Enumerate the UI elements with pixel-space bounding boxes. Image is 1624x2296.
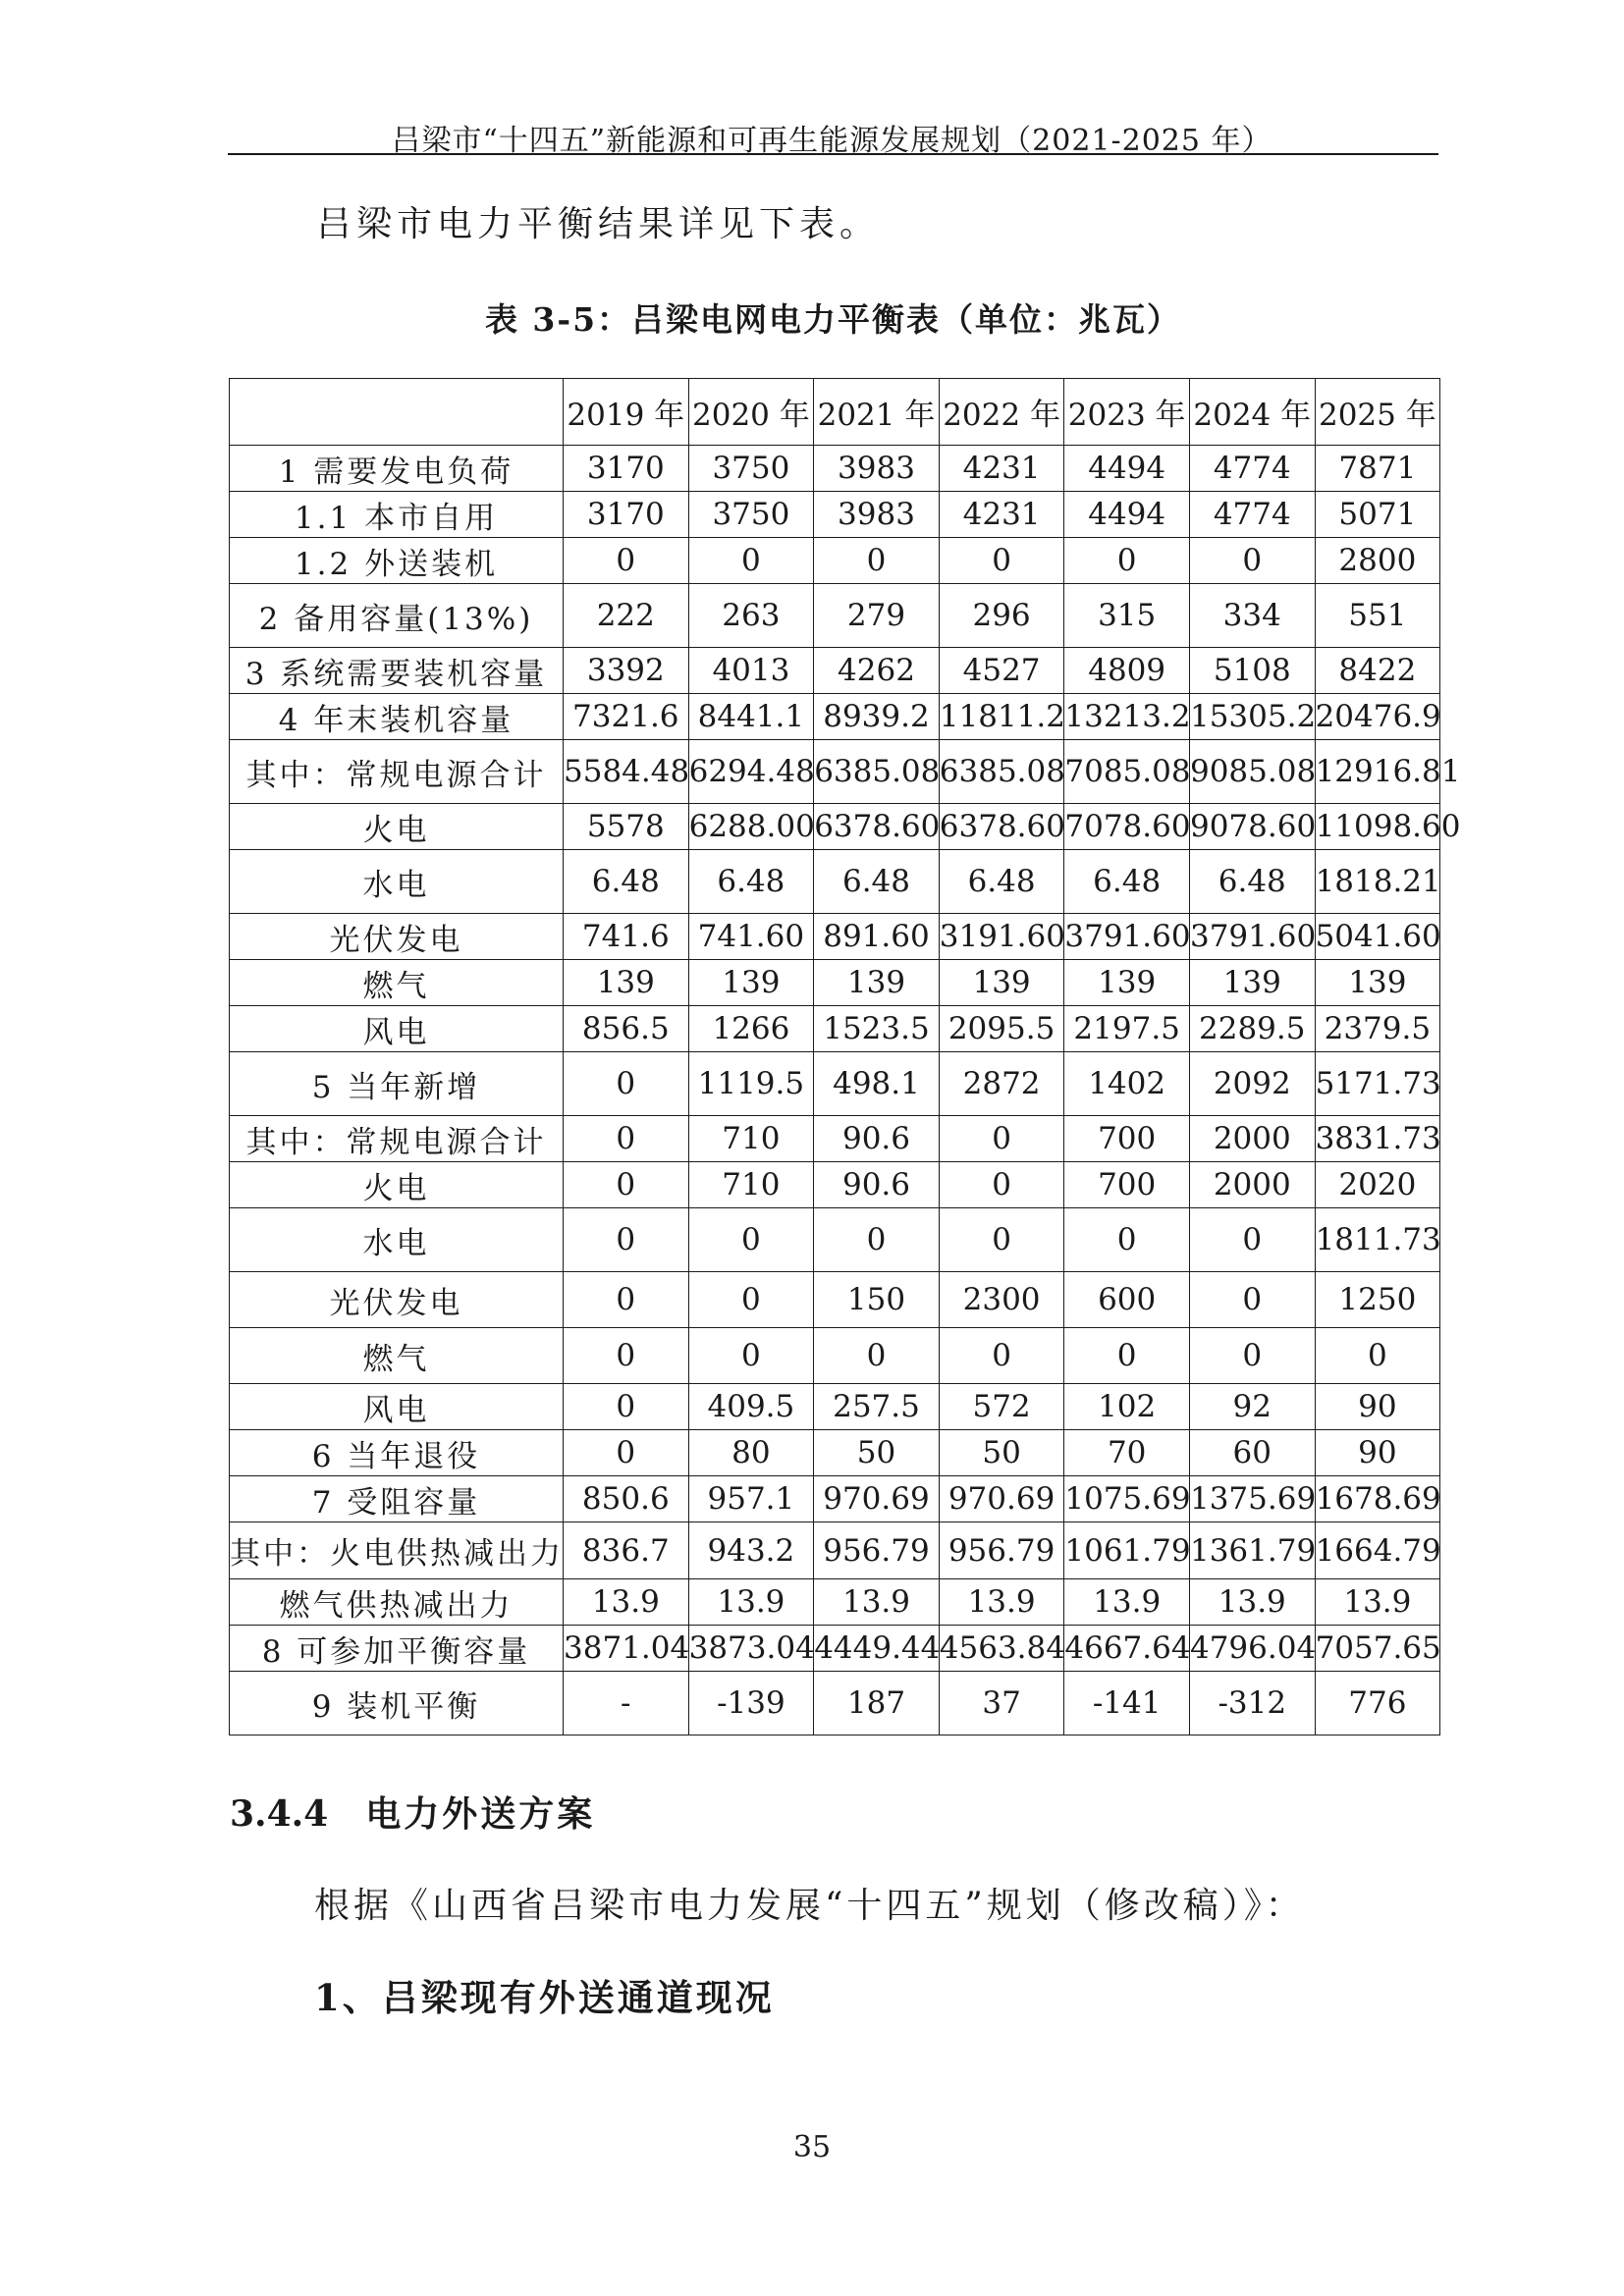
table-cell: 3750 — [688, 492, 814, 538]
running-header: 吕梁市“十四五”新能源和可再生能源发展规划（2021-2025 年） — [391, 124, 1272, 158]
table-cell: 139 — [564, 960, 689, 1006]
table-cell: 13.9 — [1315, 1579, 1440, 1626]
row-label: 燃气供热减出力 — [230, 1579, 564, 1626]
table-cell: 7321.6 — [564, 694, 689, 740]
table-cell: 6.48 — [1189, 850, 1315, 914]
row-label: 火电 — [230, 1162, 564, 1208]
table-cell: 90 — [1315, 1430, 1440, 1476]
table-row — [230, 446, 1440, 492]
table-cell: 139 — [688, 960, 814, 1006]
table-cell: 6378.60 — [939, 804, 1064, 850]
table-cell: 957.1 — [688, 1476, 814, 1522]
table-cell: 6385.08 — [814, 740, 940, 804]
table-cell: 6.48 — [688, 850, 814, 914]
table-cell: 8939.2 — [814, 694, 940, 740]
table-cell: 1678.69 — [1315, 1476, 1440, 1522]
table-cell: 13213.2 — [1064, 694, 1190, 740]
table-cell: 50 — [939, 1430, 1064, 1476]
table-cell: 1361.79 — [1189, 1522, 1315, 1579]
row-label: 9 装机平衡 — [230, 1672, 564, 1735]
table-cell: 6.48 — [564, 850, 689, 914]
table-cell: 0 — [564, 1272, 689, 1328]
table-cell: 5041.60 — [1315, 914, 1440, 960]
table-cell: 0 — [939, 538, 1064, 584]
table-cell: - — [564, 1672, 689, 1735]
table-cell: 90 — [1315, 1384, 1440, 1430]
table-cell: -139 — [688, 1672, 814, 1735]
table-cell: 700 — [1064, 1162, 1190, 1208]
row-label: 燃气 — [230, 1328, 564, 1384]
table-cell: 0 — [1189, 1272, 1315, 1328]
table-row — [230, 492, 1440, 538]
table-cell: 80 — [688, 1430, 814, 1476]
table-cell: 741.60 — [688, 914, 814, 960]
table-cell: 856.5 — [564, 1006, 689, 1052]
table-cell: 92 — [1189, 1384, 1315, 1430]
row-label: 其中：常规电源合计 — [230, 1116, 564, 1162]
table-cell: 15305.2 — [1189, 694, 1315, 740]
row-label: 风电 — [230, 1384, 564, 1430]
row-label: 4 年末装机容量 — [230, 694, 564, 740]
table-cell: 315 — [1064, 584, 1190, 648]
row-label: 7 受阻容量 — [230, 1476, 564, 1522]
row-label: 3 系统需要装机容量 — [230, 648, 564, 694]
table-cell: 257.5 — [814, 1384, 940, 1430]
table-cell: 13.9 — [1189, 1579, 1315, 1626]
table-row — [230, 804, 1440, 850]
table-cell: 776 — [1315, 1672, 1440, 1735]
table-cell: 3392 — [564, 648, 689, 694]
table-row — [230, 1208, 1440, 1272]
table-cell: 20476.9 — [1315, 694, 1440, 740]
table-cell: 1818.21 — [1315, 850, 1440, 914]
table-cell: 5584.48 — [564, 740, 689, 804]
table-cell: 2800 — [1315, 538, 1440, 584]
table-cell: 0 — [939, 1162, 1064, 1208]
row-label: 燃气 — [230, 960, 564, 1006]
table-cell: 0 — [939, 1328, 1064, 1384]
table-cell: 956.79 — [814, 1522, 940, 1579]
table-cell: 1664.79 — [1315, 1522, 1440, 1579]
section-heading — [230, 1787, 595, 1837]
table-cell: 0 — [1189, 1328, 1315, 1384]
table-body — [230, 446, 1461, 1735]
table-cell: 600 — [1064, 1272, 1190, 1328]
table-cell: 1119.5 — [688, 1052, 814, 1116]
table-cell: 0 — [1064, 1208, 1190, 1272]
column-header: 2020 年 — [688, 379, 814, 446]
table-cell: 6.48 — [939, 850, 1064, 914]
row-label: 6 当年退役 — [230, 1430, 564, 1476]
row-label: 风电 — [230, 1006, 564, 1052]
table-cell: 4527 — [939, 648, 1064, 694]
table-row — [230, 584, 1440, 648]
table-cell: 0 — [688, 538, 814, 584]
table-cell: 102 — [1064, 1384, 1190, 1430]
table-cell: 139 — [814, 960, 940, 1006]
table-cell: 6294.48 — [688, 740, 814, 804]
row-label: 8 可参加平衡容量 — [230, 1626, 564, 1672]
table-cell: 139 — [1189, 960, 1315, 1006]
table-row — [230, 648, 1440, 694]
table-cell: 2000 — [1189, 1116, 1315, 1162]
table-row — [230, 1116, 1440, 1162]
table-cell: 710 — [688, 1162, 814, 1208]
row-label: 1 需要发电负荷 — [230, 446, 564, 492]
table-cell: 1375.69 — [1189, 1476, 1315, 1522]
table-cell: 2300 — [939, 1272, 1064, 1328]
table-cell: 0 — [564, 1430, 689, 1476]
table-cell: 551 — [1315, 584, 1440, 648]
table-cell: 1402 — [1064, 1052, 1190, 1116]
table-cell: 12916.81 — [1315, 740, 1440, 804]
table-cell: 2020 — [1315, 1162, 1440, 1208]
table-cell: 0 — [814, 1208, 940, 1272]
subheading: 1、吕梁现有外送通道现况 — [314, 1976, 775, 2019]
table-cell: 4013 — [688, 648, 814, 694]
table-cell: 2379.5 — [1315, 1006, 1440, 1052]
table-cell: 70 — [1064, 1430, 1190, 1476]
row-label: 2 备用容量(13%) — [230, 584, 564, 648]
table-cell: 3871.04 — [564, 1626, 689, 1672]
table-cell: 5071 — [1315, 492, 1440, 538]
table-row — [230, 960, 1440, 1006]
table-cell: 1075.69 — [1064, 1476, 1190, 1522]
table-row — [230, 850, 1440, 914]
table-cell: 0 — [1064, 538, 1190, 584]
section-title: 电力外送方案 — [365, 1793, 596, 1835]
table-cell: 139 — [1315, 960, 1440, 1006]
table-cell: 498.1 — [814, 1052, 940, 1116]
row-label: 火电 — [230, 804, 564, 850]
table-cell: 222 — [564, 584, 689, 648]
table-cell: 0 — [939, 1208, 1064, 1272]
table-cell: 0 — [564, 538, 689, 584]
table-cell: 139 — [1064, 960, 1190, 1006]
table-cell: 3750 — [688, 446, 814, 492]
table-cell: 4231 — [939, 446, 1064, 492]
column-header: 2019 年 — [564, 379, 689, 446]
table-cell: 0 — [564, 1328, 689, 1384]
table-row — [230, 1626, 1440, 1672]
table-cell: 13.9 — [688, 1579, 814, 1626]
table-cell: 0 — [688, 1208, 814, 1272]
table-cell: 1523.5 — [814, 1006, 940, 1052]
table-cell: 3983 — [814, 492, 940, 538]
table-cell: 6385.08 — [939, 740, 1064, 804]
table-cell: 11811.2 — [939, 694, 1064, 740]
table-cell: 970.69 — [814, 1476, 940, 1522]
section-number: 3.4.4 — [230, 1793, 329, 1835]
table-cell: 0 — [564, 1162, 689, 1208]
table-cell: 7078.60 — [1064, 804, 1190, 850]
table-row — [230, 1006, 1440, 1052]
header-divider — [228, 153, 1438, 155]
table-cell: 4494 — [1064, 446, 1190, 492]
table-cell: 850.6 — [564, 1476, 689, 1522]
table-cell: 1061.79 — [1064, 1522, 1190, 1579]
table-row — [230, 914, 1440, 960]
table-cell: 943.2 — [688, 1522, 814, 1579]
table-row — [230, 1052, 1440, 1116]
table-cell: 150 — [814, 1272, 940, 1328]
table-cell: 3191.60 — [939, 914, 1064, 960]
table-cell: 1250 — [1315, 1272, 1440, 1328]
table-cell: 6288.00 — [688, 804, 814, 850]
table-cell: 0 — [564, 1052, 689, 1116]
table-cell: 0 — [939, 1116, 1064, 1162]
table-cell: 187 — [814, 1672, 940, 1735]
power-balance-table — [229, 378, 1461, 1735]
table-cell: 7085.08 — [1064, 740, 1190, 804]
table-cell: 279 — [814, 584, 940, 648]
table-cell: 0 — [1189, 538, 1315, 584]
row-label: 水电 — [230, 1208, 564, 1272]
table-cell: 1266 — [688, 1006, 814, 1052]
table-cell: 13.9 — [564, 1579, 689, 1626]
table-cell: 891.60 — [814, 914, 940, 960]
table-cell: 0 — [814, 1328, 940, 1384]
table-row — [230, 1476, 1440, 1522]
row-label: 光伏发电 — [230, 914, 564, 960]
table-cell: 296 — [939, 584, 1064, 648]
table-cell: 13.9 — [1064, 1579, 1190, 1626]
table-cell: 139 — [939, 960, 1064, 1006]
table-cell: 700 — [1064, 1116, 1190, 1162]
table-cell: 4667.64 — [1064, 1626, 1190, 1672]
table-cell: 4809 — [1064, 648, 1190, 694]
table-row — [230, 1522, 1440, 1579]
table-row — [230, 1162, 1440, 1208]
table-cell: 0 — [564, 1116, 689, 1162]
table-row — [230, 1430, 1440, 1476]
table-cell: 8441.1 — [688, 694, 814, 740]
table-cell: 90.6 — [814, 1162, 940, 1208]
table-cell: 4774 — [1189, 446, 1315, 492]
table-cell: 0 — [688, 1328, 814, 1384]
table-cell: 0 — [814, 538, 940, 584]
table-cell: 3983 — [814, 446, 940, 492]
table-cell: 263 — [688, 584, 814, 648]
table-cell: 2197.5 — [1064, 1006, 1190, 1052]
table-cell: 2095.5 — [939, 1006, 1064, 1052]
table-row — [230, 1384, 1440, 1430]
table-row — [230, 694, 1440, 740]
table-row — [230, 740, 1440, 804]
table-cell: 6378.60 — [814, 804, 940, 850]
table-cell: 0 — [1189, 1208, 1315, 1272]
table-cell: 0 — [688, 1272, 814, 1328]
row-label: 水电 — [230, 850, 564, 914]
table-cell: 7057.65 — [1315, 1626, 1440, 1672]
column-header — [230, 379, 564, 446]
table-cell: 409.5 — [688, 1384, 814, 1430]
table-cell: 11098.60 — [1315, 804, 1440, 850]
table-header-row — [230, 379, 1440, 446]
table-cell: 3170 — [564, 446, 689, 492]
column-header: 2023 年 — [1064, 379, 1190, 446]
table-cell: 2092 — [1189, 1052, 1315, 1116]
column-header: 2024 年 — [1189, 379, 1315, 446]
table-cell: 3873.04 — [688, 1626, 814, 1672]
table-cell: 3791.60 — [1189, 914, 1315, 960]
table-cell: 710 — [688, 1116, 814, 1162]
table-cell: 741.6 — [564, 914, 689, 960]
table-row — [230, 538, 1440, 584]
table-cell: 956.79 — [939, 1522, 1064, 1579]
table-cell: 5108 — [1189, 648, 1315, 694]
table-cell: -312 — [1189, 1672, 1315, 1735]
table-cell: 2000 — [1189, 1162, 1315, 1208]
table-row — [230, 1672, 1440, 1735]
column-header: 2021 年 — [814, 379, 940, 446]
table-cell: 7871 — [1315, 446, 1440, 492]
table-row — [230, 1579, 1440, 1626]
row-label: 其中：火电供热减出力 — [230, 1522, 564, 1579]
table-cell: 0 — [564, 1208, 689, 1272]
table-cell: 60 — [1189, 1430, 1315, 1476]
column-header: 2025 年 — [1315, 379, 1440, 446]
table-cell: 3791.60 — [1064, 914, 1190, 960]
table-cell: 37 — [939, 1672, 1064, 1735]
table-cell: 4449.44 — [814, 1626, 940, 1672]
body-paragraph: 根据《山西省吕梁市电力发展“十四五”规划（修改稿）》： — [314, 1886, 1305, 1926]
table-cell: 9085.08 — [1189, 740, 1315, 804]
table-cell: 3170 — [564, 492, 689, 538]
row-label: 1.1 本市自用 — [230, 492, 564, 538]
table-cell: 4563.84 — [939, 1626, 1064, 1672]
row-label: 1.2 外送装机 — [230, 538, 564, 584]
table-cell: 572 — [939, 1384, 1064, 1430]
table-cell: 9078.60 — [1189, 804, 1315, 850]
table-cell: 13.9 — [939, 1579, 1064, 1626]
table-cell: 2289.5 — [1189, 1006, 1315, 1052]
table-title: 表 3-5：吕梁电网电力平衡表（单位：兆瓦） — [484, 300, 1182, 339]
table-cell: 5171.73 — [1315, 1052, 1440, 1116]
table-cell: 4774 — [1189, 492, 1315, 538]
intro-paragraph: 吕梁市电力平衡结果详见下表。 — [316, 204, 881, 244]
table-cell: 4231 — [939, 492, 1064, 538]
table-cell: 334 — [1189, 584, 1315, 648]
table-cell: 4494 — [1064, 492, 1190, 538]
table-cell: 8422 — [1315, 648, 1440, 694]
table-cell: 4796.04 — [1189, 1626, 1315, 1672]
table-cell: 90.6 — [814, 1116, 940, 1162]
table-cell: 0 — [1315, 1328, 1440, 1384]
page-number: 35 — [792, 2130, 832, 2164]
row-label: 5 当年新增 — [230, 1052, 564, 1116]
table-cell: 4262 — [814, 648, 940, 694]
row-label: 其中：常规电源合计 — [230, 740, 564, 804]
row-label: 光伏发电 — [230, 1272, 564, 1328]
column-header: 2022 年 — [939, 379, 1064, 446]
table-cell: -141 — [1064, 1672, 1190, 1735]
table-cell: 6.48 — [814, 850, 940, 914]
table-row — [230, 1328, 1440, 1384]
table-cell: 1811.73 — [1315, 1208, 1440, 1272]
table-cell: 836.7 — [564, 1522, 689, 1579]
table-cell: 970.69 — [939, 1476, 1064, 1522]
table-cell: 13.9 — [814, 1579, 940, 1626]
table-cell: 2872 — [939, 1052, 1064, 1116]
table-cell: 5578 — [564, 804, 689, 850]
table-cell: 0 — [564, 1384, 689, 1430]
table-row — [230, 1272, 1440, 1328]
table-cell: 50 — [814, 1430, 940, 1476]
table-cell: 3831.73 — [1315, 1116, 1440, 1162]
table-cell: 6.48 — [1064, 850, 1190, 914]
table-cell: 0 — [1064, 1328, 1190, 1384]
